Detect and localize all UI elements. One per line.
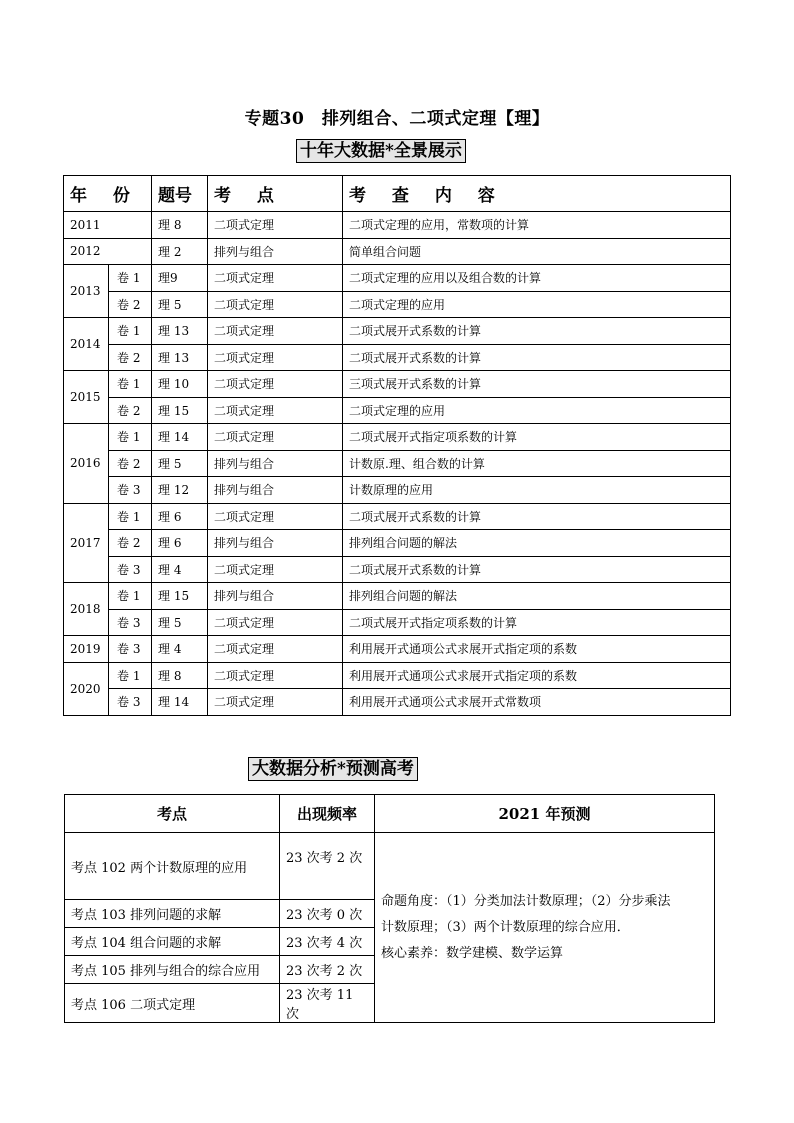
frequency-cell: 23 次考 0 次 — [280, 900, 375, 928]
number-cell: 理 2 — [152, 238, 208, 265]
point-cell: 二项式定理 — [208, 662, 343, 689]
header-prediction: 2021 年预测 — [375, 795, 715, 833]
content-cell: 二项式定理的应用以及组合数的计算 — [343, 265, 731, 292]
point-cell: 考点 102 两个计数原理的应用 — [65, 833, 280, 900]
number-cell: 理 8 — [152, 212, 208, 239]
section-label-overview: 十年大数据*全景展示 — [296, 139, 466, 163]
point-cell: 考点 106 二项式定理 — [65, 984, 280, 1023]
content-cell: 二项式定理的应用，常数项的计算 — [343, 212, 731, 239]
point-cell: 二项式定理 — [208, 318, 343, 345]
year-cell: 2016 — [64, 424, 109, 504]
point-cell: 二项式定理 — [208, 291, 343, 318]
header-point: 考 点 — [208, 176, 343, 212]
number-cell: 理 13 — [152, 318, 208, 345]
point-cell: 排列与组合 — [208, 238, 343, 265]
point-cell: 二项式定理 — [208, 265, 343, 292]
number-cell: 理 5 — [152, 609, 208, 636]
header-number: 题号 — [152, 176, 208, 212]
header-point: 考点 — [65, 795, 280, 833]
number-cell: 理 8 — [152, 662, 208, 689]
prediction-line: 计数原理；（3）两个计数原理的综合应用． — [381, 919, 630, 935]
volume-cell: 卷 1 — [109, 371, 152, 398]
year-cell: 2013 — [64, 265, 109, 318]
number-cell: 理 6 — [152, 530, 208, 557]
number-cell: 理 10 — [152, 371, 208, 398]
point-cell: 二项式定理 — [208, 689, 343, 716]
point-cell: 二项式定理 — [208, 636, 343, 663]
point-cell: 排列与组合 — [208, 450, 343, 477]
number-cell: 理 15 — [152, 397, 208, 424]
table-row — [64, 530, 731, 557]
content-cell: 二项式展开式系数的计算 — [343, 318, 731, 345]
year-cell: 2014 — [64, 318, 109, 371]
content-cell: 利用展开式通项公式求展开式指定项的系数 — [343, 636, 731, 663]
header-frequency: 出现频率 — [280, 795, 375, 833]
table-row — [64, 397, 731, 424]
point-cell: 二项式定理 — [208, 397, 343, 424]
year-cell: 2018 — [64, 583, 109, 636]
table-row — [64, 583, 731, 610]
content-cell: 二项式展开式指定项系数的计算 — [343, 424, 731, 451]
page-title: 专题30 排列组合、二项式定理【理】 — [244, 109, 550, 129]
frequency-cell: 23 次考 2 次 — [280, 833, 375, 900]
content-cell: 二项式定理的应用 — [343, 397, 731, 424]
content-cell: 排列组合问题的解法 — [343, 530, 731, 557]
number-cell: 理 14 — [152, 424, 208, 451]
volume-cell: 卷 1 — [109, 583, 152, 610]
content-cell: 二项式展开式系数的计算 — [343, 344, 731, 371]
volume-cell: 卷 2 — [109, 530, 152, 557]
volume-cell: 卷 2 — [109, 344, 152, 371]
number-cell: 理 13 — [152, 344, 208, 371]
table-row — [64, 212, 731, 239]
year-cell: 2015 — [64, 371, 109, 424]
volume-cell: 卷 3 — [109, 689, 152, 716]
number-cell: 理 12 — [152, 477, 208, 504]
frequency-cell: 23 次考 4 次 — [280, 928, 375, 956]
number-cell: 理 4 — [152, 636, 208, 663]
table-row — [64, 477, 731, 504]
table-row — [64, 291, 731, 318]
volume-cell: 卷 1 — [109, 503, 152, 530]
content-cell: 计数原理的应用 — [343, 477, 731, 504]
point-cell: 二项式定理 — [208, 609, 343, 636]
volume-cell: 卷 2 — [109, 291, 152, 318]
exam-history-table — [63, 175, 731, 716]
point-cell: 考点 104 组合问题的求解 — [65, 928, 280, 956]
section-label-analysis: 大数据分析*预测高考 — [248, 757, 418, 781]
table-row — [64, 609, 731, 636]
prediction-cell — [375, 833, 715, 1023]
point-cell: 二项式定理 — [208, 503, 343, 530]
year-cell: 2012 — [64, 238, 152, 265]
table-row — [64, 636, 731, 663]
year-cell: 2017 — [64, 503, 109, 583]
volume-cell: 卷 1 — [109, 265, 152, 292]
year-cell: 2020 — [64, 662, 109, 715]
number-cell: 理 5 — [152, 450, 208, 477]
point-cell: 二项式定理 — [208, 371, 343, 398]
content-cell: 简单组合问题 — [343, 238, 731, 265]
content-cell: 二项式展开式系数的计算 — [343, 556, 731, 583]
table-row — [64, 318, 731, 345]
table-row — [64, 662, 731, 689]
number-cell: 理 15 — [152, 583, 208, 610]
prediction-line: 核心素养：数学建模、数学运算 — [381, 945, 564, 961]
header-year: 年 份 — [64, 176, 152, 212]
content-cell: 二项式定理的应用 — [343, 291, 731, 318]
content-cell: 利用展开式通项公式求展开式指定项的系数 — [343, 662, 731, 689]
point-cell: 排列与组合 — [208, 583, 343, 610]
number-cell: 理9 — [152, 265, 208, 292]
table-row — [64, 556, 731, 583]
frequency-cell: 23 次考 11 次 — [280, 984, 375, 1023]
prediction-line: 命题角度：（1）分类加法计数原理；（2）分步乘法 — [381, 893, 671, 909]
volume-cell: 卷 1 — [109, 318, 152, 345]
table-row — [64, 371, 731, 398]
point-cell: 二项式定理 — [208, 556, 343, 583]
volume-cell: 卷 2 — [109, 450, 152, 477]
point-cell: 排列与组合 — [208, 530, 343, 557]
volume-cell: 卷 2 — [109, 397, 152, 424]
table-row — [64, 689, 731, 716]
point-cell: 考点 105 排列与组合的综合应用 — [65, 956, 280, 984]
table-row — [64, 503, 731, 530]
table-row — [64, 424, 731, 451]
content-cell: 三项式展开式系数的计算 — [343, 371, 731, 398]
table-row — [64, 450, 731, 477]
table-row — [64, 265, 731, 292]
volume-cell: 卷 3 — [109, 609, 152, 636]
table-row — [64, 238, 731, 265]
number-cell: 理 5 — [152, 291, 208, 318]
point-cell: 二项式定理 — [208, 212, 343, 239]
point-cell: 考点 103 排列问题的求解 — [65, 900, 280, 928]
volume-cell: 卷 3 — [109, 636, 152, 663]
volume-cell: 卷 1 — [109, 424, 152, 451]
volume-cell: 卷 1 — [109, 662, 152, 689]
table-row — [65, 833, 715, 900]
content-cell: 二项式展开式系数的计算 — [343, 503, 731, 530]
table-row — [64, 344, 731, 371]
header-content: 考 查 内 容 — [343, 176, 731, 212]
prediction-table — [64, 794, 715, 1023]
volume-cell: 卷 3 — [109, 477, 152, 504]
content-cell: 二项式展开式指定项系数的计算 — [343, 609, 731, 636]
table-header-row — [64, 176, 731, 212]
content-cell: 利用展开式通项公式求展开式常数项 — [343, 689, 731, 716]
frequency-cell: 23 次考 2 次 — [280, 956, 375, 984]
number-cell: 理 4 — [152, 556, 208, 583]
year-cell: 2011 — [64, 212, 152, 239]
number-cell: 理 6 — [152, 503, 208, 530]
table-header-row — [65, 795, 715, 833]
point-cell: 二项式定理 — [208, 424, 343, 451]
point-cell: 二项式定理 — [208, 344, 343, 371]
number-cell: 理 14 — [152, 689, 208, 716]
content-cell: 计数原.理、组合数的计算 — [343, 450, 731, 477]
year-cell: 2019 — [64, 636, 109, 663]
volume-cell: 卷 3 — [109, 556, 152, 583]
content-cell: 排列组合问题的解法 — [343, 583, 731, 610]
point-cell: 排列与组合 — [208, 477, 343, 504]
